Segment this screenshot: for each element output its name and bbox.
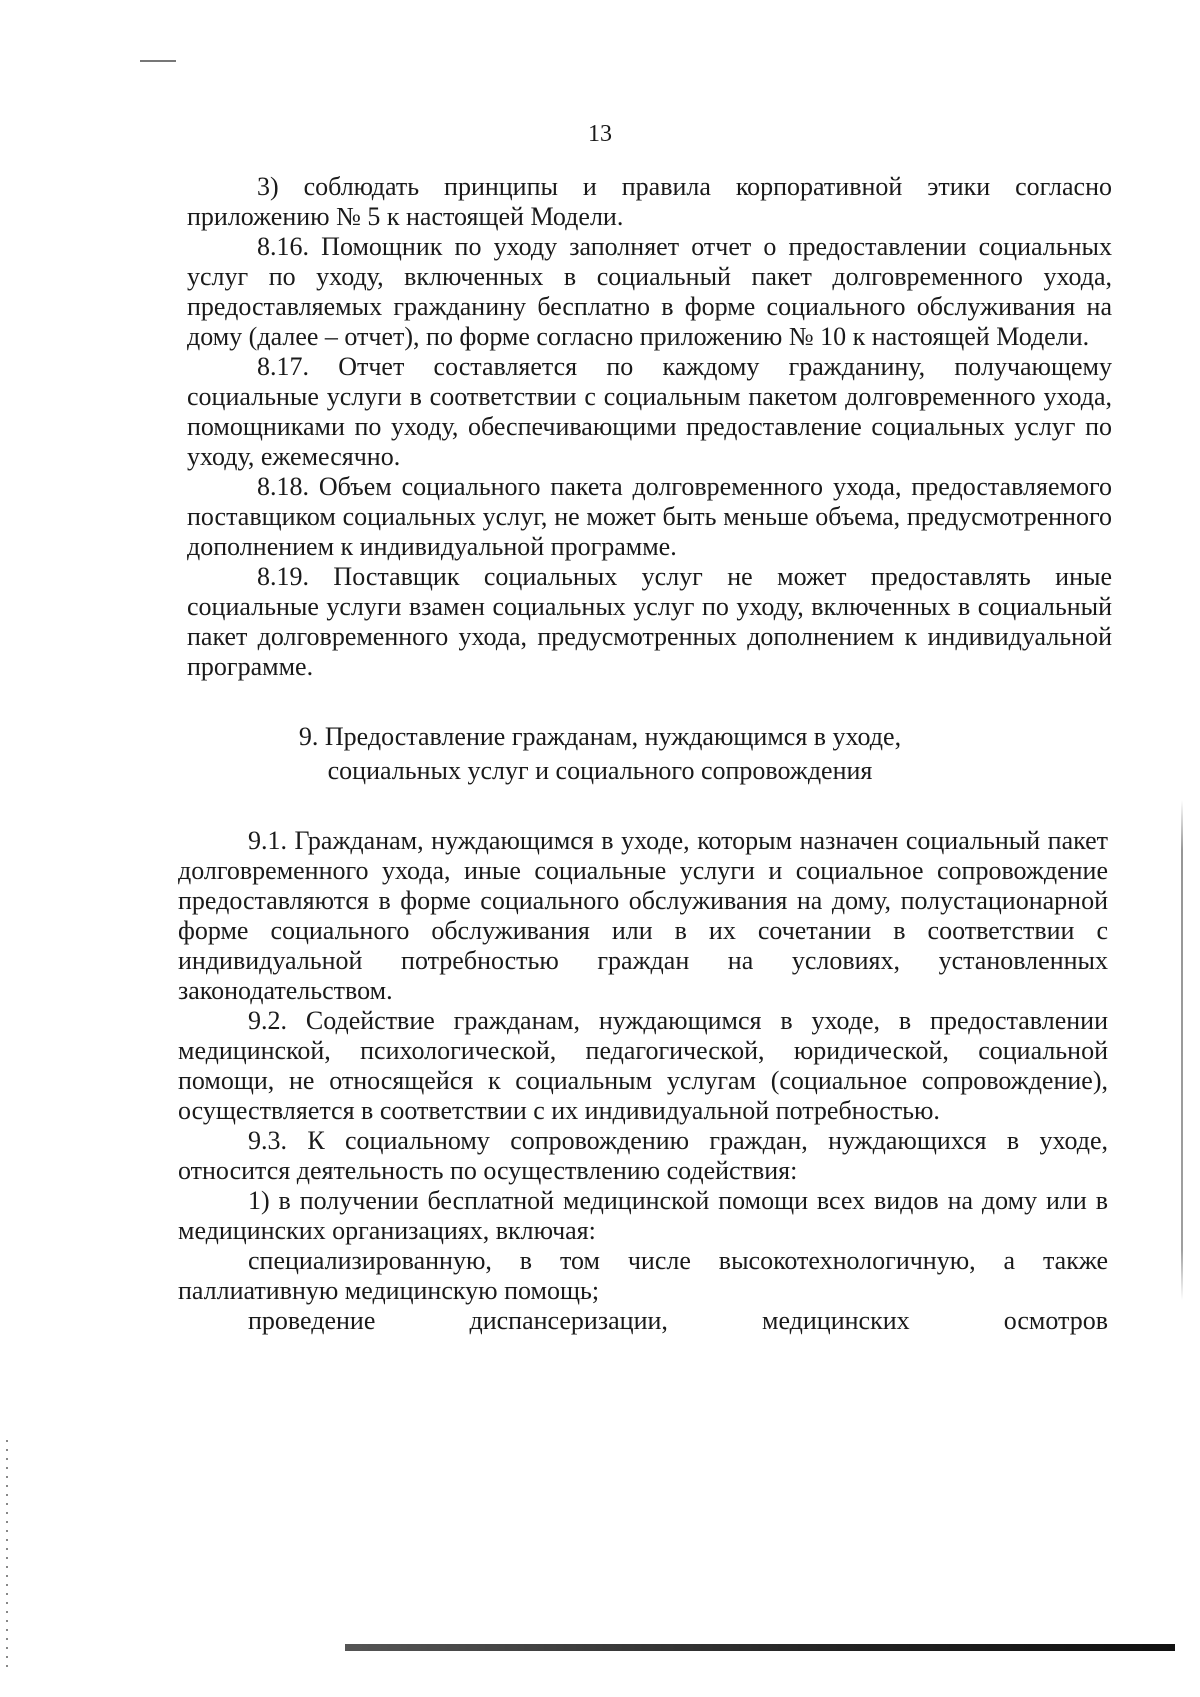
section-9-heading — [0, 720, 1160, 788]
paragraph-9-1: 9.1. Гражданам, нуждающимся в уходе, которым назначен социальный пакет долговременного ухода, иные социальные услуги и социальное сопровождение предоставляются в форме социального обслуживания на дому, полустационарной форме социального обслуживания или в их сочетании в соответствии с индивидуальной потребностью граждан на условиях, установленных законодательством. — [178, 826, 1108, 1005]
paragraph-9-2: 9.2. Содействие гражданам, нуждающимся в уходе, в предоставлении медицинской, психологической, педагогической, юридической, социальной помощи, не относящейся к социальным услугам (социальное сопровождение), осуществляется в соответствии с их индивидуальной потребностью. — [178, 1006, 1108, 1125]
section-8-continuation — [0, 172, 1200, 682]
scan-artifact-bottom-bar — [345, 1644, 1175, 1651]
paragraph-8-17: 8.17. Отчет составляется по каждому гражданину, получающему социальные услуги в соответствии с социальным пакетом долговременного ухода, помощниками по уходу, обеспечивающими предоставление социальных услуг по уходу, ежемесячно. — [187, 352, 1112, 471]
paragraph-8-16: 8.16. Помощник по уходу заполняет отчет о предоставлении социальных услуг по уходу, включенных в социальный пакет долговременного ухода, предоставляемых гражданину бесплатно в форме социального обслуживания на дому (далее – отчет), по форме согласно приложению № 10 к настоящей Модели. — [187, 232, 1112, 351]
section-9-heading-line-2: социальных услуг и социального сопровождения — [327, 756, 873, 785]
document-body — [0, 172, 1200, 1336]
paragraph-specialized-care: специализированную, в том числе высокотехнологичную, а также паллиативную медицинскую помощь; — [178, 1246, 1108, 1305]
scan-artifact-dash — [140, 60, 176, 62]
paragraph-9-3-item-1: 1) в получении бесплатной медицинской помощи всех видов на дому или в медицинских организациях, включая: — [178, 1186, 1108, 1245]
scan-artifact-side-line — [1181, 800, 1183, 1300]
scan-artifact-left-dots — [6, 1440, 8, 1670]
paragraph-8-19: 8.19. Поставщик социальных услуг не может предоставлять иные социальные услуги взамен социальных услуг по уходу, включенных в социальный пакет долговременного ухода, предусмотренных дополнением к индивидуальной программе. — [187, 562, 1112, 681]
paragraph-item-3: 3) соблюдать принципы и правила корпоративной этики согласно приложению № 5 к настоящей Модели. — [187, 172, 1112, 231]
paragraph-9-3: 9.3. К социальному сопровождению граждан, нуждающихся в уходе, относится деятельность по осуществлению содействия: — [178, 1126, 1108, 1185]
section-9-body — [0, 826, 1200, 1336]
section-9-heading-line-1: 9. Предоставление гражданам, нуждающимся в уходе, — [298, 722, 902, 751]
paragraph-dispensary: проведение диспансеризации, медицинских осмотров — [248, 1306, 1108, 1335]
page-number: 13 — [588, 121, 612, 147]
paragraph-8-18: 8.18. Объем социального пакета долговременного ухода, предоставляемого поставщиком социальных услуг, не может быть меньше объема, предусмотренного дополнением к индивидуальной программе. — [187, 472, 1112, 561]
